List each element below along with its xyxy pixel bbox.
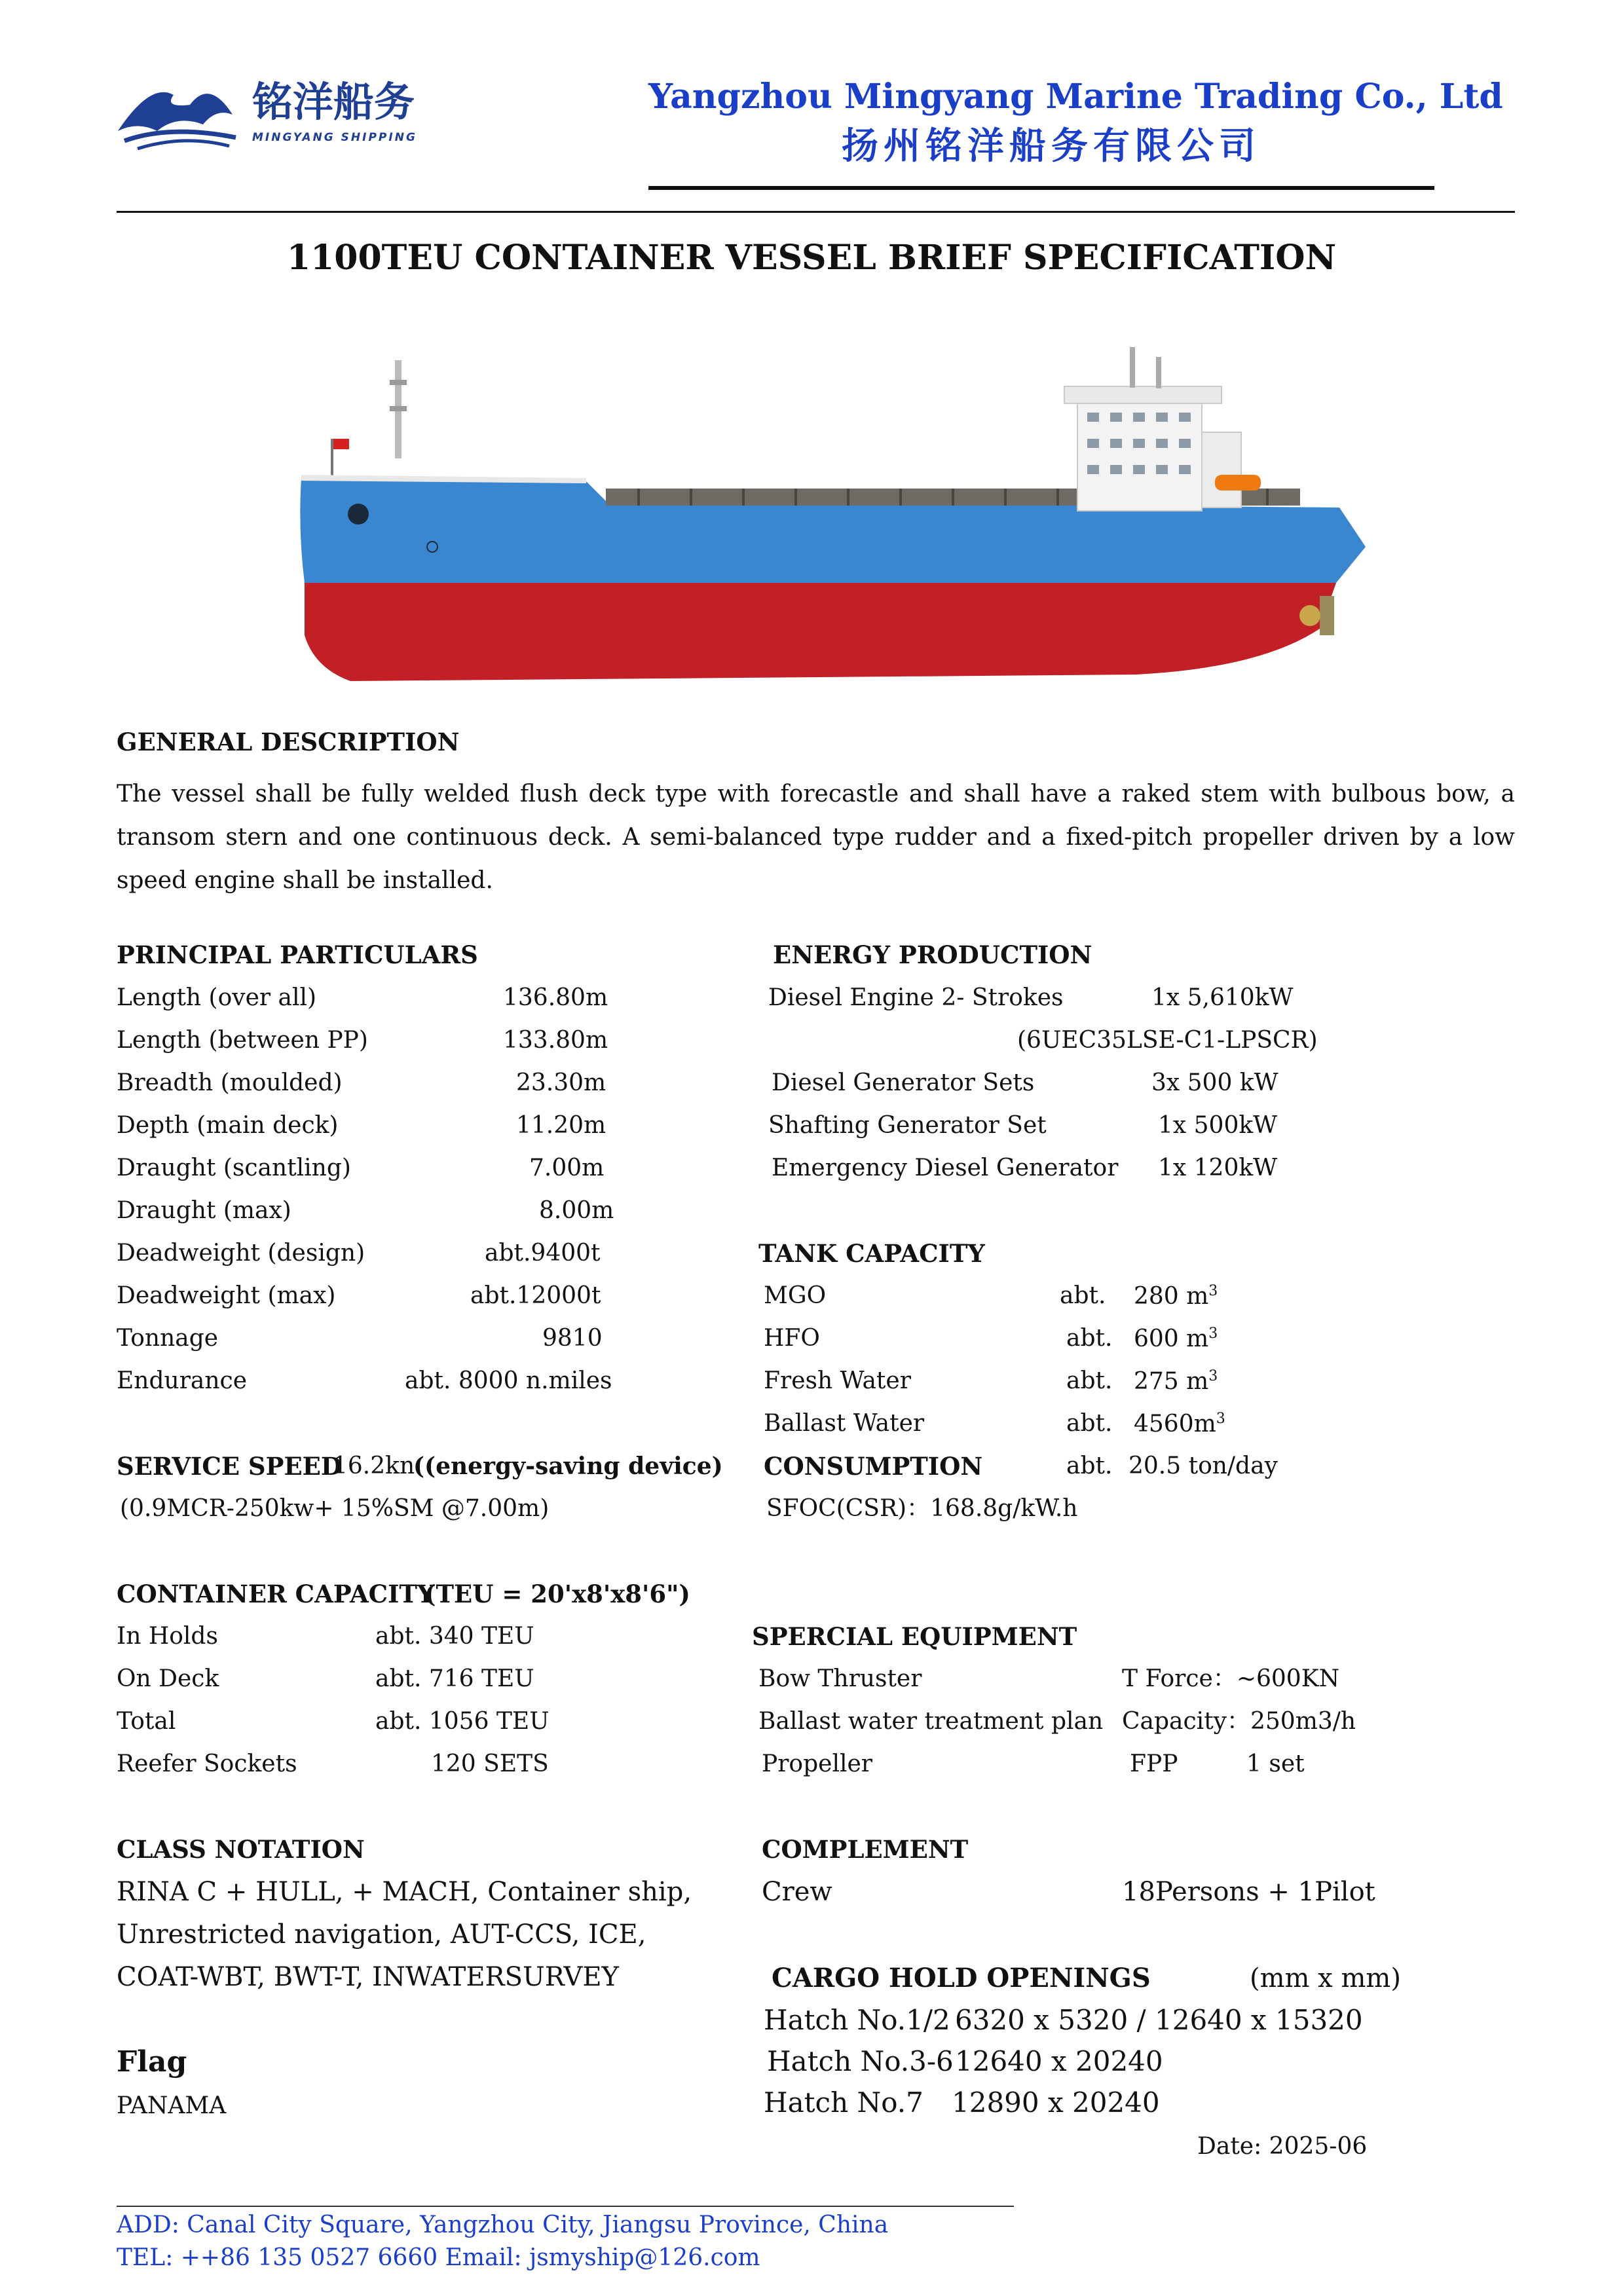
crew-label: Crew [762, 1877, 832, 1907]
tank-label: Fresh Water [764, 1367, 911, 1394]
general-description-text: The vessel shall be fully welded flush deck type with forecastle and shall have a raked stem with bulbous bow, a transom stern and one continuous deck. A semi-balanced type rudder and a fixed-pitch propeller driven by a low speed engine shall be installed. [117, 781, 1515, 894]
energy-value: 1x 500kW [1158, 1112, 1278, 1139]
footer-divider [117, 2206, 1014, 2207]
energy-value: 1x 120kW [1158, 1155, 1278, 1181]
energy-label: Emergency Diesel Generator [772, 1155, 1119, 1181]
container-ship-image [298, 341, 1372, 701]
hatch-dimension: 6320 x 5320 / 12640 x 15320 [955, 2004, 1363, 2036]
general-description-heading: GENERAL DESCRIPTION [117, 728, 460, 756]
hatch-dimension: 12640 x 20240 [955, 2045, 1163, 2077]
principal-particulars-heading: PRINCIPAL PARTICULARS [117, 940, 478, 969]
crew-value: 18Persons + 1Pilot [1122, 1877, 1375, 1907]
tank-abt: abt. [1066, 1367, 1113, 1394]
pp-label: Draught (scantling) [117, 1155, 351, 1181]
class-notation-line: COAT-WBT, BWT-T, INWATERSURVEY [117, 1962, 619, 1992]
container-label: On Deck [117, 1665, 219, 1692]
tank-value: 275 $m^3$ [1134, 1368, 1218, 1395]
flag-heading: Flag [117, 2045, 187, 2079]
teu-definition: (TEU = 20'x8'x8'6") [424, 1580, 690, 1608]
container-capacity-heading: CONTAINER CAPACITY [117, 1580, 435, 1608]
service-speed-condition: (0.9MCR-250kw+ 15%SM @7.00m) [120, 1495, 550, 1522]
tank-label: Ballast Water [764, 1410, 925, 1437]
tank-capacity-heading: TANK CAPACITY [758, 1239, 985, 1268]
sfoc-value: SFOC(CSR)：168.8g/kW.h [766, 1495, 1078, 1522]
pp-label: Tonnage [117, 1325, 219, 1352]
tank-abt: abt. [1066, 1410, 1113, 1437]
pp-value: abt.9400t [485, 1240, 601, 1267]
hatch-label: Hatch No.7 [764, 2086, 923, 2119]
energy-production-heading: ENERGY PRODUCTION [773, 940, 1092, 969]
class-notation-line: RINA C + HULL, + MACH, Container ship, [117, 1877, 692, 1907]
header-divider [117, 211, 1515, 213]
pp-label: Length (between PP) [117, 1027, 368, 1054]
logo-en-text: MINGYANG SHIPPING [252, 131, 417, 144]
container-label: Reefer Sockets [117, 1750, 297, 1777]
footer-address: ADD: Canal City Square, Yangzhou City, Jiangsu Province, China [117, 2212, 889, 2238]
tank-value: $4560m^3$ [1134, 1411, 1225, 1437]
pp-value: 9810 [542, 1325, 603, 1352]
energy-value: 3x 500 kW [1151, 1069, 1278, 1096]
container-value: abt. 340 TEU [375, 1623, 534, 1650]
pp-value: 136.80m [503, 984, 608, 1011]
header-rule [648, 186, 1434, 190]
equipment-label: Ballast water treatment plan [758, 1708, 1104, 1735]
equipment-spec: T Force：~600KN [1122, 1665, 1340, 1692]
cargo-hold-openings-heading: CARGO HOLD OPENINGS [772, 1963, 1151, 1993]
energy-value: 1x 5,610kW [1151, 984, 1294, 1011]
pp-value: abt. 8000 n.miles [405, 1367, 612, 1394]
class-notation-line: Unrestricted navigation, AUT-CCS, ICE, [117, 1919, 646, 1950]
tank-label: HFO [764, 1325, 820, 1352]
consumption-value: 20.5 ton/day [1129, 1453, 1278, 1479]
vessel-illustration [298, 341, 1372, 701]
pp-label: Depth (main deck) [117, 1112, 339, 1139]
pp-value: 23.30m [516, 1069, 606, 1096]
equipment-spec: FPP [1130, 1750, 1178, 1777]
complement-heading: COMPLEMENT [762, 1835, 969, 1864]
pp-label: Length (over all) [117, 984, 317, 1011]
hatch-dimension: 12890 x 20240 [952, 2086, 1160, 2119]
pp-label: Deadweight (design) [117, 1240, 365, 1267]
document-date: Date: 2025-06 [1197, 2133, 1368, 2160]
pp-value: 7.00m [529, 1155, 605, 1181]
hatch-label: Hatch No.3-6 [767, 2045, 954, 2077]
class-notation-heading: CLASS NOTATION [117, 1835, 365, 1864]
service-speed-heading: SERVICE SPEED [117, 1452, 342, 1481]
tank-label: MGO [764, 1282, 827, 1309]
logo-cn-text: 铭洋船务 [252, 78, 415, 126]
company-name-en: Yangzhou Mingyang Marine Trading Co., Ltd [648, 77, 1503, 117]
footer-contact: TEL: ++86 135 0527 6660 Email: jsmyship@126.com [117, 2244, 760, 2271]
container-label: In Holds [117, 1623, 218, 1650]
energy-model: (6UEC35LSE-C1-LPSCR) [1017, 1027, 1318, 1054]
tank-value: 600 $m^3$ [1134, 1325, 1218, 1352]
tank-value: 280 $m^3$ [1134, 1283, 1218, 1310]
container-value: abt. 716 TEU [375, 1665, 534, 1692]
document-title: 1100TEU CONTAINER VESSEL BRIEF SPECIFICATION [286, 238, 1337, 278]
service-speed-value: 16.2kn [333, 1453, 415, 1479]
container-label: Total [117, 1708, 176, 1735]
equipment-spec: Capacity：250m3/h [1122, 1708, 1356, 1735]
special-equipment-heading: SPERCIAL EQUIPMENT [752, 1622, 1077, 1651]
company-logo [111, 69, 439, 154]
consumption-heading: CONSUMPTION [764, 1452, 983, 1481]
hatch-label: Hatch No.1/2 [764, 2004, 950, 2036]
equipment-label: Propeller [762, 1750, 872, 1777]
pp-value: 133.80m [503, 1027, 608, 1054]
pp-value: abt.12000t [470, 1282, 601, 1309]
flag-value: PANAMA [117, 2092, 227, 2119]
pp-value: 11.20m [516, 1112, 606, 1139]
equipment-label: Bow Thruster [758, 1665, 922, 1692]
pp-label: Endurance [117, 1367, 248, 1394]
tank-abt: abt. [1060, 1282, 1106, 1309]
container-value: abt. 1056 TEU [375, 1708, 550, 1735]
pp-label: Deadweight (max) [117, 1282, 336, 1309]
company-name-cn: 扬州铭洋船务有限公司 [842, 124, 1261, 168]
pp-value: 8.00m [539, 1197, 614, 1224]
energy-label: Shafting Generator Set [768, 1112, 1047, 1139]
tank-abt: abt. [1066, 1325, 1113, 1352]
pp-label: Draught (max) [117, 1197, 291, 1224]
pp-label: Breadth (moulded) [117, 1069, 343, 1096]
consumption-abt: abt. [1066, 1453, 1113, 1479]
energy-label: Diesel Generator Sets [772, 1069, 1035, 1096]
container-value: 120 SETS [431, 1750, 549, 1777]
service-speed-note: ((energy-saving device) [413, 1453, 723, 1480]
energy-label: Diesel Engine 2- Strokes [768, 984, 1064, 1011]
cargo-hold-unit: (mm x mm) [1250, 1963, 1401, 1993]
equipment-qty: 1 set [1246, 1750, 1305, 1777]
